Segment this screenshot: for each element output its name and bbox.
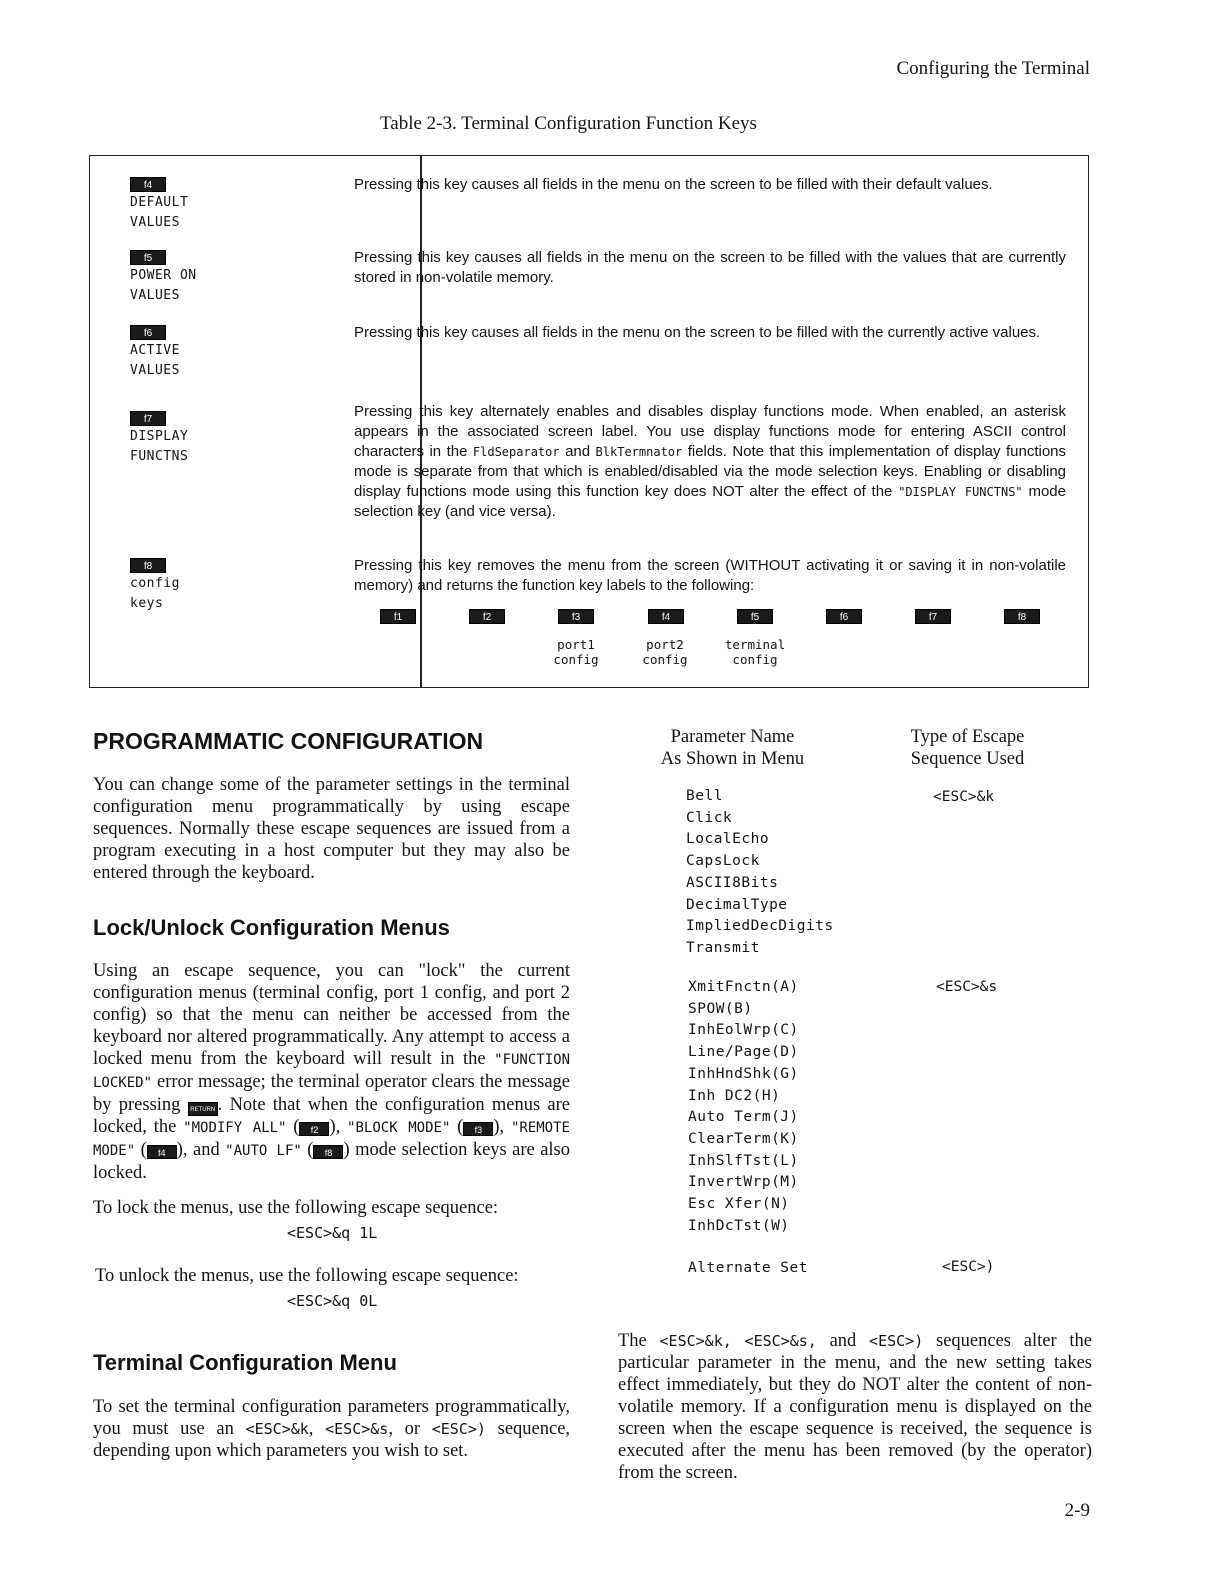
- table-row-display-functns: [130, 409, 188, 467]
- escape-sequence: <ESC>&s,: [744, 1332, 817, 1350]
- terminal-menu-heading: Terminal Configuration Menu: [93, 1350, 397, 1375]
- unlock-sequence: <ESC>&q 0L: [287, 1292, 378, 1310]
- row-description: Pressing this key causes all fields in the menu on the screen to be filled with their default values.: [354, 176, 993, 193]
- key-label-line: POWER ON: [130, 268, 197, 283]
- paragraph-text: To set the terminal configuration parameters programmatically, you must use an: [93, 1397, 570, 1439]
- f3-key-icon: f3: [463, 1122, 493, 1136]
- fkey-label-line: config: [553, 652, 599, 667]
- table-row-power-on-values: [130, 248, 197, 306]
- param-item: LocalEcho: [686, 831, 770, 848]
- fkey-f8: [1004, 607, 1040, 625]
- row-description: Pressing this key causes all fields in the menu on the screen to be filled with the values that are currently stored in non-volatile memory.: [354, 249, 1066, 286]
- param-item: Esc Xfer(N): [688, 1196, 790, 1213]
- f2-key-icon: f2: [469, 609, 505, 624]
- escape-type-paren: <ESC>): [942, 1259, 995, 1275]
- escape-sequence: <ESC>): [869, 1332, 924, 1350]
- header-line: Sequence Used: [910, 749, 1025, 769]
- f2-key-icon: f2: [299, 1122, 329, 1136]
- escape-sequence: <ESC>&s: [325, 1420, 389, 1438]
- key-label-line: DISPLAY: [130, 429, 189, 444]
- param-item: Click: [686, 809, 733, 826]
- f4-key-icon: f4: [648, 609, 684, 624]
- param-item: ImpliedDecDigits: [686, 918, 834, 935]
- param-group-k: [686, 786, 834, 960]
- f3-key-icon: f3: [558, 609, 594, 624]
- f1-key-icon: f1: [380, 609, 416, 624]
- description-text: Pressing this key alternately enables and disables display functions mode. When enabled, an asterisk appears in the associated screen label. You use display functions mode for entering ASCII control characters in the: [354, 403, 1066, 460]
- table-row-config-keys: [130, 556, 180, 614]
- fkey-f7: [915, 607, 951, 625]
- page-number: 2-9: [1064, 1500, 1090, 1521]
- mode-key-name: "AUTO LF": [225, 1143, 302, 1159]
- fkey-f1: [380, 607, 416, 625]
- param-item: Auto Term(J): [688, 1109, 799, 1126]
- param-group-paren: [688, 1258, 808, 1280]
- key-label-line: DEFAULT: [130, 195, 189, 210]
- fkey-label-line: terminal: [724, 637, 786, 652]
- key-label-line: FUNCTNS: [130, 449, 189, 464]
- paragraph-text: sequences alter the particular parameter in the menu, and the new setting takes effect immediately, but they do NOT alter the content of non-volatile memory. If a configuration menu is displayed on the screen when the escape sequence is received, the sequence is executed after the menu has been removed (by the operator) from the screen.: [618, 1331, 1092, 1483]
- param-item: DecimalType: [686, 896, 788, 913]
- fkey-f6: [826, 607, 862, 625]
- row-description: [354, 402, 1066, 522]
- param-item: SPOW(B): [688, 1000, 753, 1017]
- lock-sequence: <ESC>&q 1L: [287, 1224, 378, 1242]
- f6-key-icon: f6: [130, 325, 166, 340]
- key-label-line: VALUES: [130, 288, 180, 303]
- key-label-line: ACTIVE: [130, 343, 180, 358]
- paragraph-text: or: [404, 1419, 421, 1439]
- escape-type-s: <ESC>&s: [936, 979, 998, 995]
- return-key-icon: RETURN: [188, 1102, 218, 1116]
- param-item: Line/Page(D): [688, 1044, 799, 1061]
- unlock-instruction: To unlock the menus, use the following escape sequence:: [95, 1266, 519, 1286]
- paragraph-text: sequence, depending upon which parameters you wish to set.: [93, 1419, 571, 1461]
- row-description: Pressing this key causes all fields in the menu on the screen to be filled with the currently active values.: [354, 324, 1041, 341]
- row-description: Pressing this key removes the menu from the screen (WITHOUT activating it or saving it in non-volatile memory) and returns the function key labels to the following:: [354, 557, 1066, 594]
- paragraph-text: error message; the terminal operator clears the message by pressing: [93, 1072, 571, 1115]
- fkey-f2: [469, 607, 505, 625]
- escape-type-column-header: [880, 726, 1055, 770]
- description-text: fields. Note that this implementation of display functions mode is separate from that which is enabled/disabled via the mode selection keys. Enabling or disabling display functions mode using this function key does NOT alter the effect of the: [354, 443, 1067, 500]
- lock-heading: Lock/Unlock Configuration Menus: [93, 915, 450, 940]
- description-text: mode selection key (and vice versa).: [354, 483, 1066, 520]
- mode-key-name: "MODIFY ALL": [183, 1120, 287, 1136]
- param-item: InhDcTst(W): [688, 1217, 790, 1234]
- f8-key-icon: f8: [313, 1145, 343, 1159]
- param-item: Inh DC2(H): [688, 1087, 781, 1104]
- f6-key-icon: f6: [826, 609, 862, 624]
- error-message-name: "FUNCTION LOCKED": [93, 1052, 570, 1091]
- fkey-label-port1: [541, 637, 611, 667]
- closing-paragraph: [618, 1330, 1092, 1484]
- header-line: Parameter Name: [670, 727, 795, 747]
- f7-key-icon: f7: [130, 411, 166, 426]
- param-item: CapsLock: [686, 853, 760, 870]
- lock-instruction: To lock the menus, use the following escape sequence:: [93, 1198, 499, 1218]
- mode-key-name: "DISPLAY FUNCTNS": [898, 485, 1023, 499]
- running-header: Configuring the Terminal: [896, 58, 1090, 79]
- paragraph-text: and: [193, 1140, 220, 1160]
- paragraph-text: and: [829, 1331, 857, 1351]
- paragraph-text: The: [618, 1331, 647, 1351]
- function-key-table: [89, 155, 1089, 688]
- field-name: BlkTermnator: [595, 445, 683, 459]
- section-heading: PROGRAMMATIC CONFIGURATION: [93, 728, 484, 754]
- param-name-column-header: [640, 726, 825, 770]
- key-label-line: VALUES: [130, 363, 180, 378]
- f4-key-icon: f4: [130, 177, 166, 192]
- paragraph-text: mode selection keys are also locked.: [93, 1140, 570, 1183]
- f8-key-icon: f8: [130, 558, 166, 573]
- fkey-label-line: port2: [646, 637, 684, 652]
- intro-paragraph: You can change some of the parameter settings in the terminal configuration menu programmatically by using escape sequences. Normally these escape sequences are issued from a program executing in a host computer but they may also be entered through the keyboard.: [93, 775, 570, 883]
- fkey-f5: [737, 607, 773, 625]
- escape-sequence: <ESC>&k,: [659, 1332, 732, 1350]
- f5-key-icon: f5: [737, 609, 773, 624]
- param-item: InhEolWrp(C): [688, 1022, 799, 1039]
- param-item: ClearTerm(K): [688, 1130, 799, 1147]
- escape-sequence: <ESC>&k: [245, 1420, 309, 1438]
- fkey-label-line: config: [642, 652, 688, 667]
- f4-key-icon: f4: [147, 1145, 177, 1159]
- param-item: XmitFnctn(A): [688, 979, 799, 995]
- mode-key-name: "BLOCK MODE": [347, 1120, 451, 1136]
- terminal-menu-paragraph: To set the terminal configuration parameters programmatically, you must use an <ESC>&k, <ESC>&s, or <ESC>) sequence, depending upon which parameters you wish to set.: [93, 1397, 571, 1461]
- header-line: As Shown in Menu: [660, 749, 805, 769]
- connector-text: and: [565, 443, 591, 460]
- escape-sequence: <ESC>): [431, 1420, 486, 1438]
- param-item: ASCII8Bits: [686, 874, 779, 891]
- f8-key-icon: f8: [1004, 609, 1040, 624]
- table-caption: Table 2-3. Terminal Configuration Function Keys: [380, 113, 757, 134]
- escape-type-k: <ESC>&k: [933, 789, 995, 805]
- f5-key-icon: f5: [130, 250, 166, 265]
- paragraph-text: Using an escape sequence, you can "lock" the current configuration menus (terminal config, port 1 config, and port 2 config) so that the menu can neither be accessed from the keyboard nor altered programmatically. Any attempt to access a locked menu from the keyboard will result in the: [93, 961, 570, 1069]
- key-label-line: keys: [130, 596, 164, 611]
- table-row-default-values: [130, 175, 188, 233]
- fkey-label-line: config: [732, 652, 778, 667]
- f7-key-icon: f7: [915, 609, 951, 624]
- param-item: Bell: [686, 788, 723, 804]
- paragraph-text: . Note that when the configuration menus are locked, the: [93, 1095, 571, 1137]
- fkey-f3: [558, 607, 594, 625]
- fkey-label-port2: [630, 637, 700, 667]
- key-label-line: config: [130, 576, 180, 591]
- param-item: InvertWrp(M): [688, 1174, 799, 1191]
- param-item: Alternate Set: [688, 1260, 808, 1276]
- fkey-f4: [648, 607, 684, 625]
- table-row-active-values: [130, 323, 180, 381]
- param-item: Transmit: [686, 939, 760, 956]
- param-item: InhHndShk(G): [688, 1065, 799, 1082]
- fkey-label-terminal: [720, 637, 790, 667]
- fkey-label-line: port1: [557, 637, 595, 652]
- param-item: InhSlfTst(L): [688, 1152, 799, 1169]
- header-line: Type of Escape: [910, 727, 1025, 747]
- key-label-line: VALUES: [130, 215, 180, 230]
- field-name: FldSeparator: [472, 445, 560, 459]
- mode-key-name: "REMOTE MODE": [93, 1120, 570, 1159]
- param-group-s: [688, 977, 799, 1237]
- lock-paragraph: Using an escape sequence, you can "lock" the current configuration menus (terminal config, port 1 config, and port 2 config) so that the menu can neither be accessed from the keyboard nor altered programmatically. Any attempt to access a locked menu from the keyboard will result in the "FUNCTION LOCKED" error message; the terminal operator clears the message by pressing RETURN . Note that when the configuration menus are locked, the "MODIFY ALL" ( f2 ), "BLOCK MODE" ( f3 ), "REMOTE MODE" ( f4 ), and "AUTO LF" ( f8 ) mode selection keys are also locked.: [93, 961, 571, 1183]
